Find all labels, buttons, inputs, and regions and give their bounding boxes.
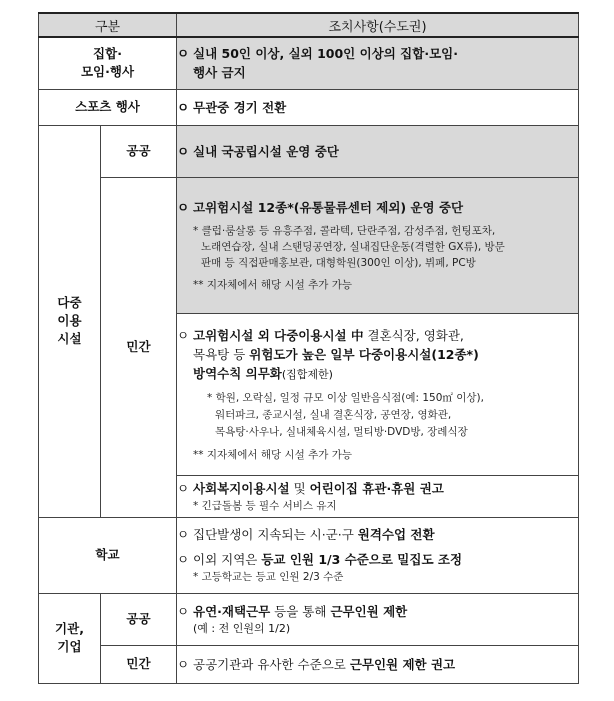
measures-table <box>38 12 579 684</box>
row-multi-public <box>39 125 579 177</box>
row-org-private <box>39 645 579 683</box>
org-public-measure: ㅇ 유연·재택근무 등을 통해 근무인원 제한 (예 : 전 인원의 1/2) <box>177 593 579 645</box>
org-private-label: 민간 <box>101 645 177 683</box>
bullet-icon: ㅇ <box>177 99 190 115</box>
bullet-icon: ㅇ <box>177 199 190 215</box>
multi-public-measure: ㅇ 실내 국공립시설 운영 중단 <box>177 125 579 177</box>
bullet-icon: ㅇ <box>177 552 190 567</box>
high-risk-measure: ㅇ 고위험시설 12종*(유통물류센터 제외) 운영 중단 * 클럽·룸살롱 등 유흥주점, 콜라텍, 단란주점, 감성주점, 헌팅포차, 노래연습장, 실내 스탠딩공연장, 실내집단운동(격렬한 GX류), 방문 판매 등 직접판매홍보관, 대형학원(300인 이상), 뷔페, PC방 ** 지자체에서 해당 시설 추가 가능 <box>177 177 579 313</box>
multi-public-label: 공공 <box>101 125 177 177</box>
org-public-label: 공공 <box>101 593 177 645</box>
bullet-icon: ㅇ <box>177 46 190 62</box>
school-label: 학교 <box>39 517 177 593</box>
org-private-measure: ㅇ 공공기관과 유사한 수준으로 근무인원 제한 권고 <box>177 645 579 683</box>
row-multi-high-risk <box>39 177 579 313</box>
bullet-icon: ㅇ <box>177 480 190 496</box>
multi-private-label: 민간 <box>101 177 177 517</box>
bullet-icon: ㅇ <box>177 656 190 672</box>
bullet-icon: ㅇ <box>177 327 190 343</box>
table-header-row <box>39 13 579 37</box>
row-sports <box>39 89 579 125</box>
org-label: 기관, 기업 <box>39 593 101 683</box>
bullet-icon: ㅇ <box>177 527 190 542</box>
gathering-label: 집합· 모임·행사 <box>39 37 177 89</box>
gathering-measure: ㅇ 실내 50인 이상, 실외 100인 이상의 집합·모임· 행사 금지 <box>177 37 579 89</box>
multi-use-measure: ㅇ 고위험시설 외 다중이용시설 中 결혼식장, 영화관, 목욕탕 등 위험도가 높은 일부 다중이용시설(12종*) 방역수칙 의무화(집합제한) * 학원, 오락실, 일정 규모 이상 일반음식점(예: 150㎡ 이상), 워터파크, 종교시설, 실내 결혼식장, 공연장, 영화관, 목욕탕·사우나, 실내체육시설, 멀티방·DVD방, 장례식장 ** 지자체에서 해당 시설 추가 가능 <box>177 313 579 475</box>
sports-measure: ㅇ 무관중 경기 전환 <box>177 89 579 125</box>
bullet-icon: ㅇ <box>177 603 190 619</box>
welfare-measure: ㅇ 사회복지이용시설 및 어린이집 휴관·휴원 권고 * 긴급돌봄 등 필수 서비스 유지 <box>177 475 579 517</box>
school-measure: ㅇ 집단발생이 지속되는 시·군·구 원격수업 전환 ㅇ 이외 지역은 등교 인원 1/3 수준으로 밀집도 조정 * 고등학교는 등교 인원 2/3 수준 <box>177 517 579 593</box>
header-measures: 조치사항(수도권) <box>177 13 579 37</box>
sports-label: 스포츠 행사 <box>39 89 177 125</box>
multi-use-label: 다중 이용 시설 <box>39 125 101 517</box>
row-gathering <box>39 37 579 89</box>
bullet-icon: ㅇ <box>177 143 190 159</box>
row-school <box>39 517 579 593</box>
row-org-public <box>39 593 579 645</box>
header-category: 구분 <box>39 13 177 37</box>
